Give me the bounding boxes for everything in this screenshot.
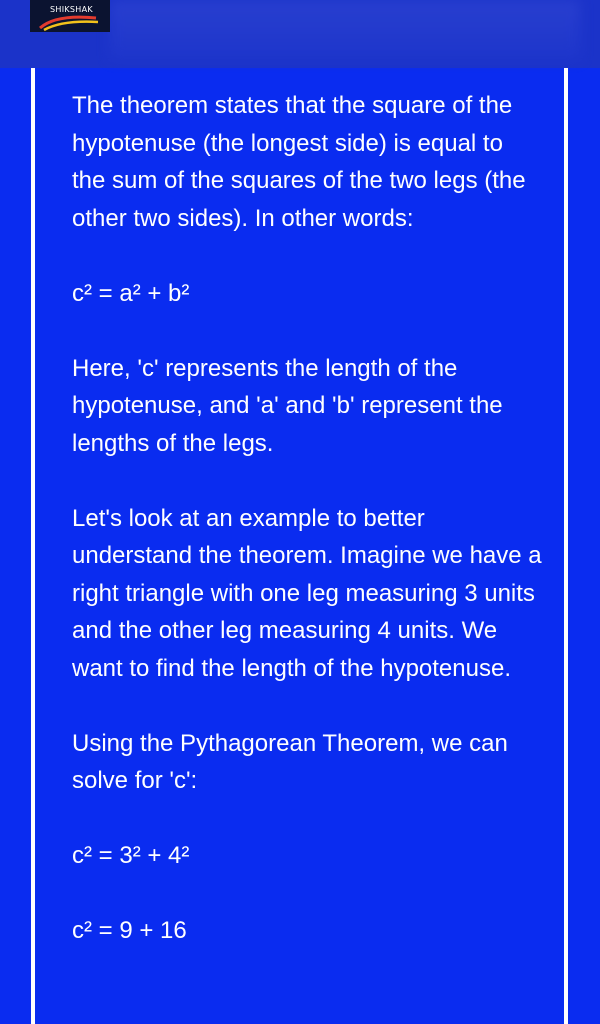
article-paragraph: Let's look at an example to better understand the theorem. Imagine we have a right triangle with one leg measuring 3 units and the other leg measuring 4 units. We want to find the length of the hypotenuse.: [72, 504, 542, 682]
article-paragraph: The theorem states that the square of the hypotenuse (the longest side) is equal to the sum of the squares of the two legs (the other two sides). In other words:: [72, 92, 526, 232]
content-border-left: [31, 68, 35, 1024]
article-body: [72, 87, 542, 987]
formula-step: c² = 3² + 4²: [72, 842, 190, 869]
app-header: [0, 0, 600, 68]
article-paragraph: Using the Pythagorean Theorem, we can solve for 'c':: [72, 729, 508, 794]
formula-pythagorean: c² = a² + b²: [72, 279, 190, 307]
logo-text: SHIKSHAK: [50, 5, 93, 14]
article-paragraph: Here, 'c' represents the length of the hypotenuse, and 'a' and 'b' represent the lengths of the legs.: [72, 354, 503, 457]
content-border-right: [564, 68, 568, 1024]
formula-step: c² = 9 + 16: [72, 917, 187, 944]
header-blurred-area: [110, 0, 580, 60]
site-logo[interactable]: [30, 0, 110, 32]
